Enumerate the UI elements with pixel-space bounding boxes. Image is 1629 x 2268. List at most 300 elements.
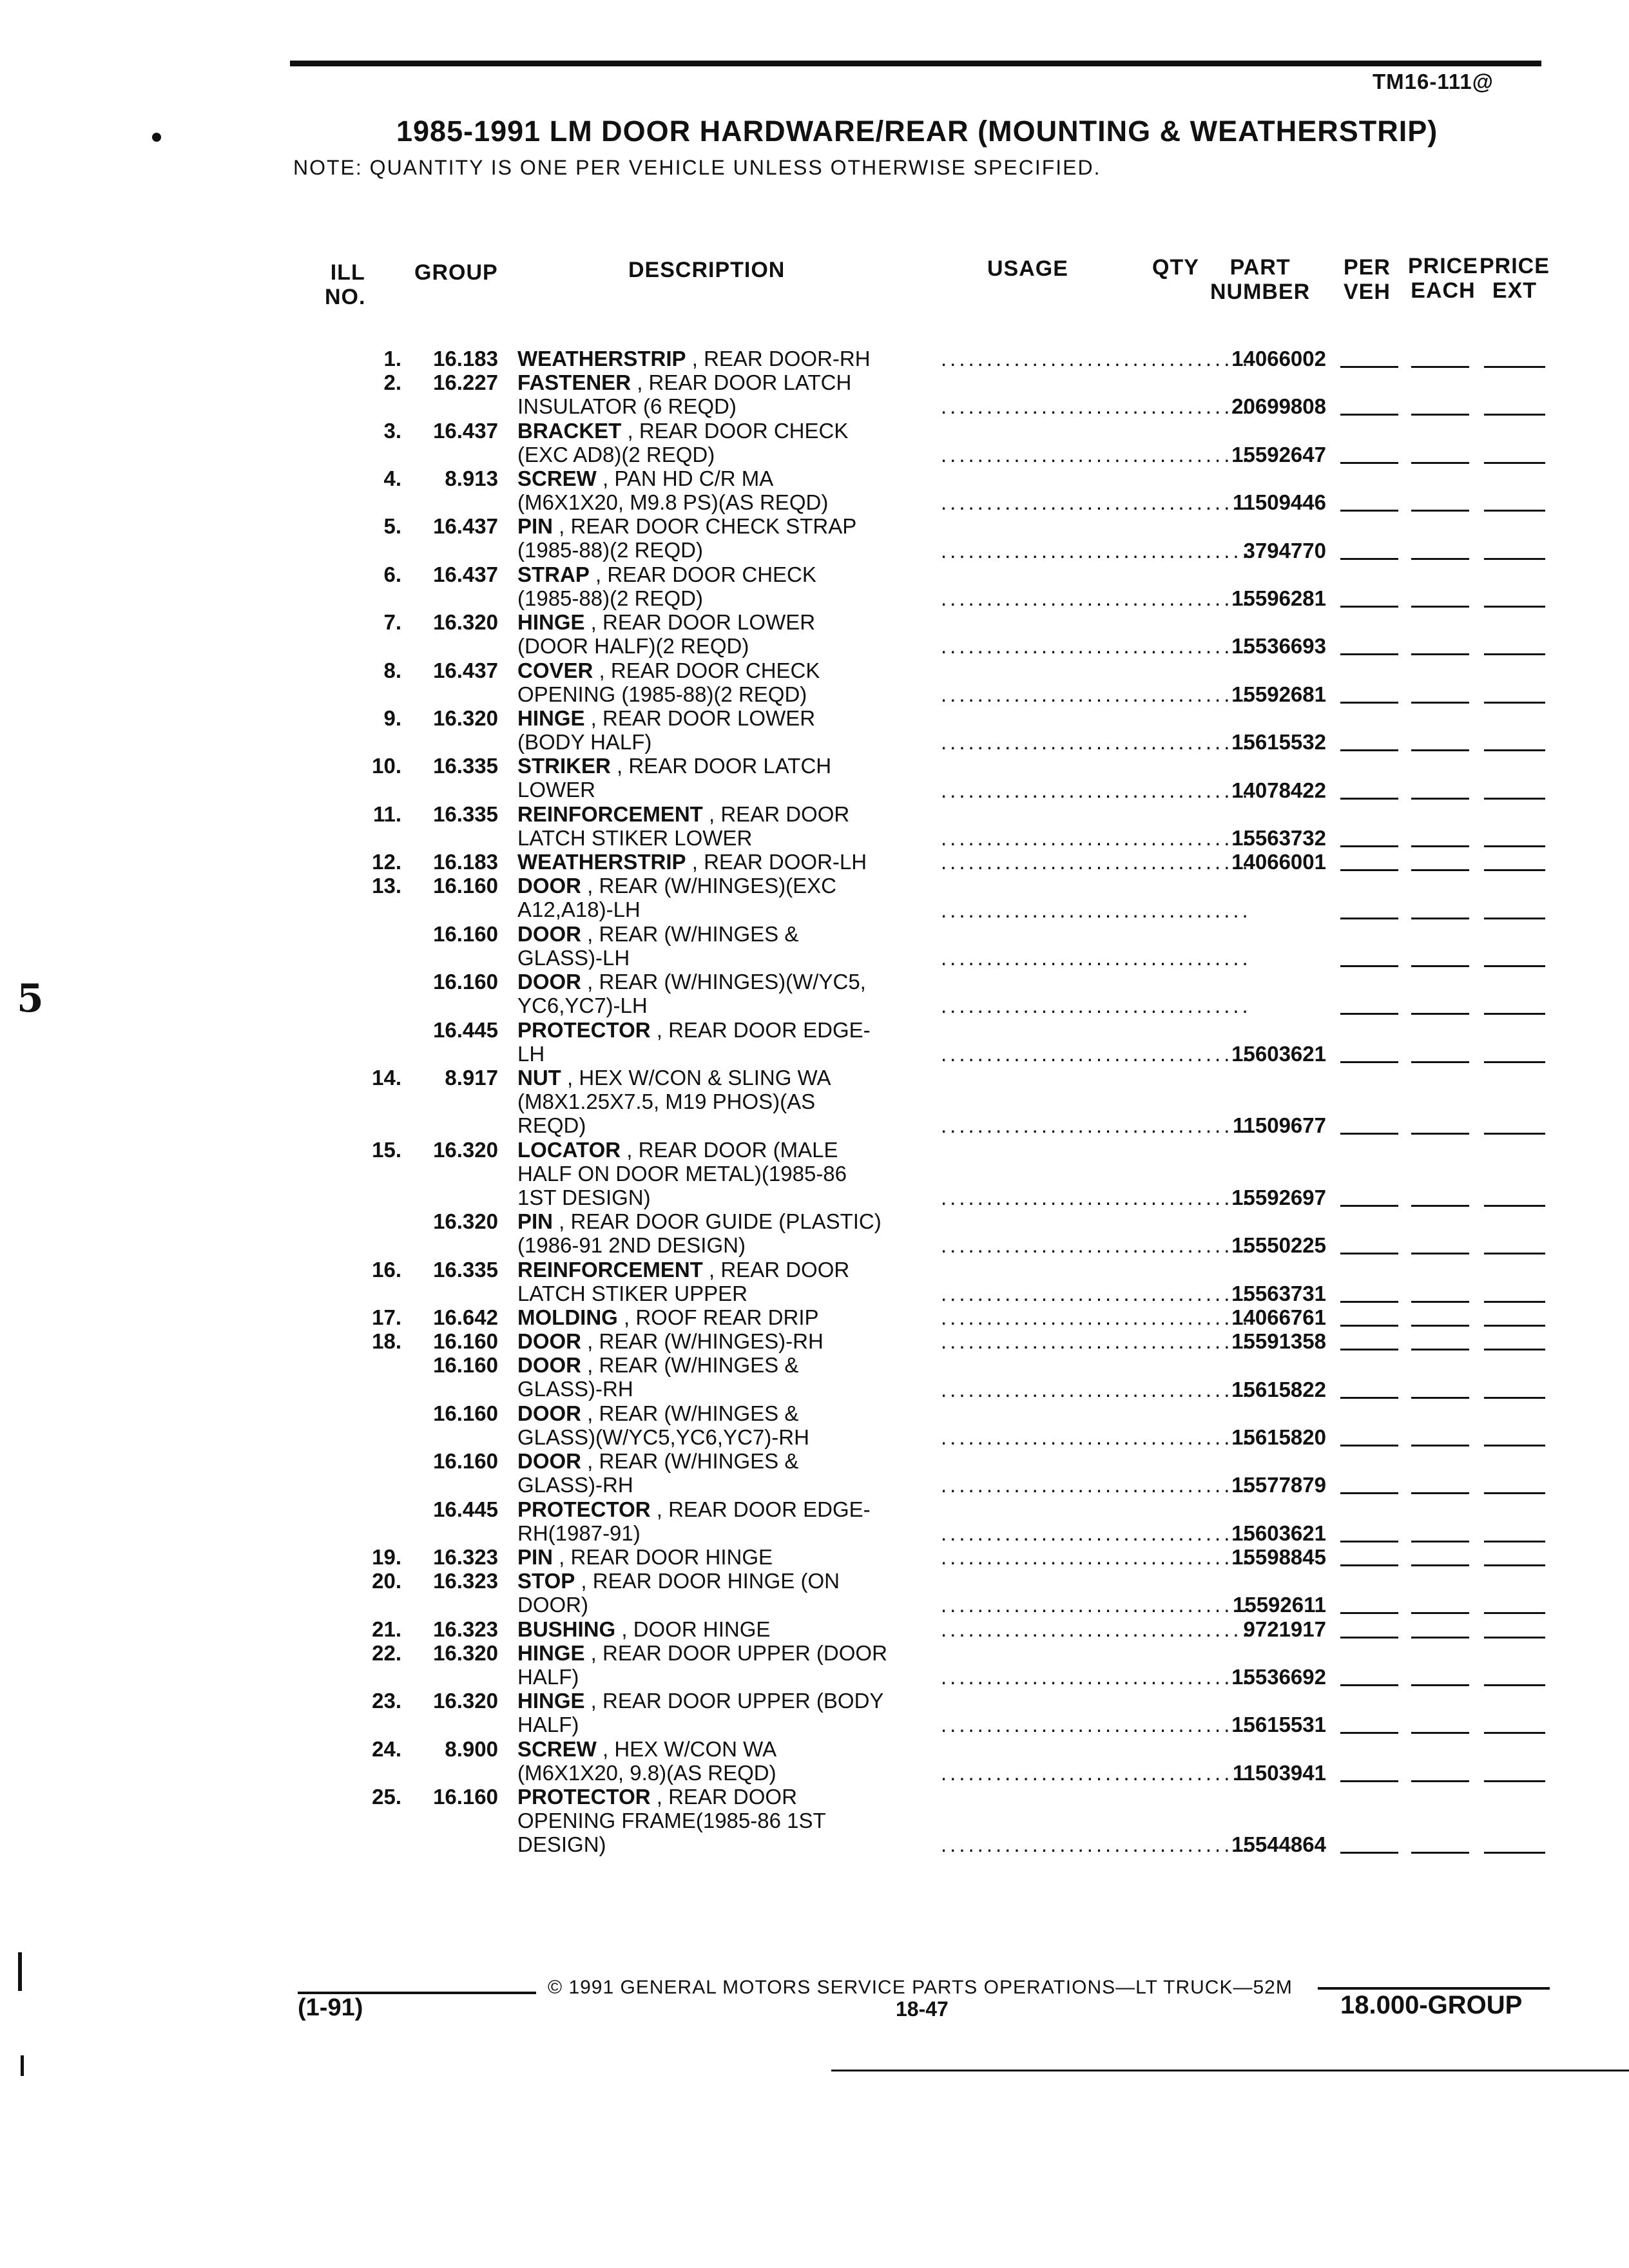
price-ext-blank — [1484, 558, 1545, 560]
part-detail-line: (M6X1X20, M9.8 PS)(AS REQD) — [517, 490, 829, 514]
part-number: 11509677 — [1232, 1113, 1326, 1138]
part-number: 15592647 — [1231, 442, 1326, 466]
part-detail-line: (1985-88)(2 REQD) — [517, 586, 703, 610]
usage-leader-dots: .................................. — [941, 347, 1251, 370]
part-name: STRIKER — [517, 754, 611, 778]
description — [517, 754, 917, 802]
part-detail-line: (1985-88)(2 REQD) — [517, 538, 703, 562]
part-detail-line: A12,A18)-LH — [517, 898, 641, 922]
table-row — [0, 1689, 1629, 1736]
group-code: 8.900 — [445, 1736, 498, 1761]
part-detail: , REAR DOOR LOWER — [584, 706, 816, 730]
part-detail-line: (DOOR HALF)(2 REQD) — [517, 634, 749, 658]
per-veh-blank — [1340, 1564, 1398, 1566]
price-ext-blank — [1484, 1564, 1545, 1566]
group-code: 16.320 — [433, 706, 498, 730]
per-veh-blank — [1340, 1349, 1398, 1350]
bottom-rule — [831, 2070, 1629, 2071]
usage-leader-dots: .................................. — [941, 1521, 1251, 1545]
part-detail-line: HALF) — [517, 1664, 579, 1689]
group-code: 16.160 — [433, 874, 498, 898]
per-veh-blank — [1340, 366, 1398, 368]
usage-leader-dots: .................................. — [941, 730, 1251, 754]
page-title: 1985-1991 LM DOOR HARDWARE/REAR (MOUNTING & WEATHERSTRIP) — [396, 115, 1438, 148]
price-each-blank — [1411, 1205, 1469, 1207]
part-detail: , REAR (W/HINGES)(W/YC5, — [581, 970, 866, 994]
price-each-blank — [1411, 1684, 1469, 1686]
description — [517, 514, 917, 562]
per-veh-blank — [1340, 1492, 1398, 1494]
ill-number: 17. — [372, 1305, 401, 1329]
price-each-blank — [1411, 1061, 1469, 1063]
part-number: 14066001 — [1231, 850, 1326, 874]
price-ext-blank — [1484, 653, 1545, 655]
part-number: 14066002 — [1231, 347, 1326, 370]
group-code: 16.160 — [433, 921, 498, 946]
price-ext-blank — [1484, 414, 1545, 416]
part-detail-line: LOWER — [517, 778, 596, 802]
part-detail: , REAR DOOR HINGE (ON — [575, 1569, 840, 1593]
group-code: 16.335 — [433, 754, 498, 778]
part-name: HINGE — [517, 610, 585, 635]
price-each-blank — [1411, 1564, 1469, 1566]
part-detail: , REAR (W/HINGES)(EXC — [581, 874, 837, 898]
group-code: 16.437 — [433, 418, 498, 443]
per-veh-blank — [1340, 510, 1398, 512]
part-name: REINFORCEMENT — [517, 1257, 703, 1282]
table-row — [0, 562, 1629, 610]
part-name: HINGE — [517, 1640, 585, 1665]
group-code: 16.160 — [433, 1449, 498, 1474]
table-row — [0, 706, 1629, 754]
part-number: 15592697 — [1231, 1185, 1326, 1209]
group-code: 16.445 — [433, 1017, 498, 1042]
price-each-blank — [1411, 1013, 1469, 1015]
per-veh-blank — [1340, 869, 1398, 871]
ill-number: 7. — [383, 610, 401, 635]
part-detail-line: RH(1987-91) — [517, 1521, 641, 1545]
group-code: 16.335 — [433, 1257, 498, 1282]
part-detail-line: LATCH STIKER UPPER — [517, 1281, 747, 1305]
per-veh-blank — [1340, 462, 1398, 464]
ill-number: 20. — [372, 1569, 401, 1593]
price-each-blank — [1411, 1325, 1469, 1327]
description — [517, 1737, 917, 1785]
price-each-blank — [1411, 1637, 1469, 1639]
part-detail: , REAR (W/HINGES & — [581, 1449, 799, 1474]
part-detail: , REAR DOOR — [650, 1785, 797, 1809]
description — [517, 347, 917, 370]
part-number: 15592611 — [1232, 1593, 1326, 1617]
per-veh-blank — [1340, 1445, 1398, 1446]
footer-rule-right — [1318, 1987, 1550, 1990]
part-name: BRACKET — [517, 418, 622, 443]
part-detail-line: GLASS)-LH — [517, 945, 630, 970]
part-name: COVER — [517, 658, 593, 682]
description — [517, 1641, 917, 1689]
per-veh-blank — [1340, 1684, 1398, 1686]
price-ext-blank — [1484, 1684, 1545, 1686]
price-each-blank — [1411, 1253, 1469, 1254]
part-name: PIN — [517, 514, 554, 539]
table-row — [0, 1617, 1629, 1641]
col-ill: ILL NO. — [325, 260, 366, 309]
col-part-number: PART NUMBER — [1210, 255, 1311, 304]
part-name: WEATHERSTRIP — [517, 347, 686, 370]
part-detail: , HEX W/CON WA — [596, 1736, 777, 1761]
usage-leader-dots: .................................. — [941, 1832, 1251, 1857]
price-each-blank — [1411, 869, 1469, 871]
usage-leader-dots: .................................. — [941, 1281, 1251, 1305]
ill-number: 11. — [372, 802, 401, 826]
table-row — [0, 347, 1629, 370]
price-ext-blank — [1484, 869, 1545, 871]
part-number: 15563732 — [1231, 825, 1326, 850]
group-code: 16.320 — [433, 1689, 498, 1713]
description — [517, 1569, 917, 1617]
part-number: 15615532 — [1231, 730, 1326, 754]
usage-leader-dots: .................................. — [941, 1545, 1251, 1569]
part-name: NUT — [517, 1066, 561, 1090]
price-ext-blank — [1484, 1852, 1545, 1854]
group-code: 16.320 — [433, 610, 498, 635]
part-number: 11509446 — [1232, 490, 1326, 515]
part-name: DOOR — [517, 921, 581, 946]
part-detail: , REAR DOOR-RH — [686, 347, 871, 370]
part-detail-line: OPENING FRAME(1985-86 1ST — [517, 1809, 826, 1832]
price-ext-blank — [1484, 1013, 1545, 1015]
description — [517, 706, 917, 754]
table-row — [0, 850, 1629, 874]
ill-number: 2. — [383, 370, 401, 395]
description — [517, 1449, 917, 1497]
col-price-ext: PRICE EXT — [1480, 254, 1550, 303]
part-number: 15544864 — [1231, 1832, 1326, 1857]
part-name: DOOR — [517, 1401, 581, 1425]
group-code: 16.323 — [433, 1545, 498, 1569]
table-row — [0, 466, 1629, 514]
part-detail: , REAR DOOR EDGE- — [650, 1017, 871, 1042]
usage-leader-dots: .................................. — [941, 850, 1251, 874]
part-number: 15596281 — [1231, 586, 1326, 610]
price-each-blank — [1411, 1133, 1469, 1135]
group-code: 16.320 — [433, 1209, 498, 1234]
price-ext-blank — [1484, 1397, 1545, 1399]
part-number: 11503941 — [1232, 1760, 1326, 1785]
table-row — [0, 610, 1629, 658]
description — [517, 610, 917, 658]
part-number: 15591358 — [1231, 1329, 1326, 1354]
description — [517, 419, 917, 466]
part-detail: , PAN HD C/R MA — [596, 466, 774, 490]
page-number: 18-47 — [896, 1997, 949, 2021]
part-name: PIN — [517, 1545, 554, 1569]
part-detail: , REAR (W/HINGES & — [581, 1353, 799, 1378]
part-number: 15550225 — [1231, 1233, 1326, 1258]
price-ext-blank — [1484, 510, 1545, 512]
ill-number: 16. — [372, 1257, 401, 1282]
description — [517, 874, 917, 921]
usage-leader-dots: .................................. — [941, 490, 1251, 515]
description — [517, 922, 917, 970]
price-each-blank — [1411, 1541, 1469, 1542]
part-number: 15615820 — [1231, 1425, 1326, 1449]
quantity-note: NOTE: QUANTITY IS ONE PER VEHICLE UNLESS OTHERWISE SPECIFIED. — [293, 156, 1101, 179]
usage-leader-dots: .................................. — [941, 1113, 1251, 1138]
description — [517, 850, 917, 874]
price-ext-blank — [1484, 918, 1545, 919]
price-ext-blank — [1484, 1732, 1545, 1734]
part-detail-line: LH — [517, 1041, 545, 1066]
price-ext-blank — [1484, 462, 1545, 464]
part-name: LOCATOR — [517, 1137, 621, 1162]
part-name: SCREW — [517, 1736, 597, 1761]
price-ext-blank — [1484, 1780, 1545, 1782]
table-row — [0, 754, 1629, 802]
description — [517, 466, 917, 514]
part-detail-line: HALF ON DOOR METAL)(1985-86 — [517, 1161, 847, 1186]
table-row — [0, 1353, 1629, 1401]
ill-number: 19. — [372, 1545, 401, 1569]
part-detail-line: HALF) — [517, 1713, 579, 1737]
usage-leader-dots: .................................. — [941, 442, 1251, 466]
per-veh-blank — [1340, 1013, 1398, 1015]
part-detail: , ROOF REAR DRIP — [617, 1305, 819, 1329]
table-row — [0, 1401, 1629, 1449]
table-row — [0, 1258, 1629, 1305]
price-each-blank — [1411, 1397, 1469, 1399]
group-code: 16.160 — [433, 1353, 498, 1378]
table-row — [0, 370, 1629, 418]
part-detail-line: (M8X1.25X7.5, M19 PHOS)(AS — [517, 1090, 816, 1113]
part-name: FASTENER — [517, 370, 631, 395]
group-code: 16.437 — [433, 658, 498, 682]
price-ext-blank — [1484, 1133, 1545, 1135]
per-veh-blank — [1340, 653, 1398, 655]
part-detail-line: (EXC AD8)(2 REQD) — [517, 442, 715, 466]
table-row — [0, 1449, 1629, 1497]
part-detail: , REAR DOOR LATCH — [631, 370, 852, 395]
ill-number: 8. — [383, 658, 401, 682]
price-each-blank — [1411, 1445, 1469, 1446]
description — [517, 1785, 917, 1856]
per-veh-blank — [1340, 1061, 1398, 1063]
price-each-blank — [1411, 510, 1469, 512]
top-rule — [290, 61, 1541, 66]
per-veh-blank — [1340, 1637, 1398, 1639]
ill-number: 13. — [372, 874, 401, 898]
part-name: DOOR — [517, 970, 581, 994]
part-detail-line: DOOR) — [517, 1593, 588, 1617]
per-veh-blank — [1340, 1325, 1398, 1327]
group-code: 16.160 — [433, 970, 498, 994]
col-group: GROUP — [414, 260, 498, 285]
ill-number: 23. — [372, 1689, 401, 1713]
usage-leader-dots: .................................. — [941, 1664, 1251, 1689]
ill-number: 18. — [372, 1329, 401, 1354]
per-veh-blank — [1340, 798, 1398, 800]
price-each-blank — [1411, 845, 1469, 847]
price-ext-blank — [1484, 1205, 1545, 1207]
part-number: 15598845 — [1231, 1545, 1326, 1569]
usage-leader-dots: .................................. — [941, 1617, 1251, 1641]
part-detail: , REAR DOOR CHECK — [589, 562, 816, 586]
description — [517, 1545, 917, 1569]
part-name: BUSHING — [517, 1617, 616, 1641]
part-detail-line: GLASS)-RH — [517, 1473, 633, 1497]
table-row — [0, 1305, 1629, 1329]
usage-leader-dots: .................................. — [941, 394, 1251, 419]
usage-leader-dots: .................................. — [941, 1305, 1251, 1329]
description — [517, 1689, 917, 1736]
per-veh-blank — [1340, 606, 1398, 608]
margin-stroke-a — [18, 1952, 22, 1991]
per-veh-blank — [1340, 1732, 1398, 1734]
per-veh-blank — [1340, 1852, 1398, 1854]
part-detail-line: (BODY HALF) — [517, 730, 652, 754]
price-ext-blank — [1484, 702, 1545, 704]
part-detail: , REAR DOOR CHECK — [621, 418, 849, 443]
table-row — [0, 1209, 1629, 1257]
group-code: 16.320 — [433, 1137, 498, 1162]
description — [517, 1353, 917, 1401]
price-ext-blank — [1484, 1492, 1545, 1494]
description — [517, 1258, 917, 1305]
price-each-blank — [1411, 965, 1469, 967]
part-number: 15577879 — [1231, 1473, 1326, 1497]
usage-leader-dots: .................................. — [941, 682, 1251, 706]
col-per-veh: PER VEH — [1344, 255, 1391, 304]
group-code: 16.183 — [433, 347, 498, 370]
price-ext-blank — [1484, 1349, 1545, 1350]
usage-leader-dots: .................................. — [941, 538, 1251, 562]
part-detail: , REAR (W/HINGES)-RH — [581, 1329, 824, 1354]
price-ext-blank — [1484, 798, 1545, 800]
price-each-blank — [1411, 1301, 1469, 1303]
description — [517, 1209, 917, 1257]
part-detail: , REAR DOOR LATCH — [610, 754, 832, 778]
part-detail: , REAR DOOR (MALE — [621, 1137, 838, 1162]
part-detail-line: 1ST DESIGN) — [517, 1185, 651, 1209]
description — [517, 1018, 917, 1066]
part-detail: , REAR DOOR CHECK STRAP — [553, 514, 857, 539]
price-each-blank — [1411, 1732, 1469, 1734]
ill-number: 12. — [372, 850, 401, 874]
part-name: DOOR — [517, 1329, 581, 1354]
group-code: 16.160 — [433, 1329, 498, 1354]
ill-number: 14. — [372, 1066, 401, 1090]
description — [517, 802, 917, 850]
part-name: WEATHERSTRIP — [517, 850, 686, 874]
group-code: 16.323 — [433, 1617, 498, 1641]
footer-group: 18.000-GROUP — [1340, 1991, 1523, 2019]
usage-leader-dots: .................................. — [941, 1185, 1251, 1209]
table-row — [0, 1497, 1629, 1545]
doc-code: TM16-111@ — [1373, 70, 1494, 93]
copyright-line: © 1991 GENERAL MOTORS SERVICE PARTS OPERATIONS—LT TRUCK—52M — [548, 1977, 1293, 1998]
part-detail-line: REQD) — [517, 1113, 586, 1137]
col-price-each: PRICE EACH — [1408, 254, 1478, 303]
per-veh-blank — [1340, 414, 1398, 416]
table-row — [0, 1066, 1629, 1138]
description — [517, 658, 917, 706]
usage-leader-dots: .................................. — [941, 778, 1251, 802]
part-number: 15592681 — [1231, 682, 1326, 706]
part-detail-line: (1986-91 2ND DESIGN) — [517, 1233, 746, 1258]
part-detail: , REAR DOOR EDGE- — [650, 1497, 871, 1521]
usage-leader-dots: .................................. — [941, 825, 1251, 850]
part-number: 15603621 — [1231, 1041, 1326, 1066]
group-code: 16.320 — [433, 1640, 498, 1665]
price-each-blank — [1411, 918, 1469, 919]
margin-stroke-b — [21, 2055, 24, 2076]
part-name: HINGE — [517, 1689, 585, 1713]
part-number: 20699808 — [1231, 394, 1326, 419]
table-row — [0, 1569, 1629, 1617]
price-ext-blank — [1484, 845, 1545, 847]
part-detail: , REAR DOOR LOWER — [584, 610, 816, 635]
footer-date: (1-91) — [298, 1994, 363, 2021]
price-ext-blank — [1484, 606, 1545, 608]
price-ext-blank — [1484, 1612, 1545, 1614]
group-code: 16.160 — [433, 1785, 498, 1809]
per-veh-blank — [1340, 1133, 1398, 1135]
table-row — [0, 419, 1629, 466]
part-detail-line: (M6X1X20, 9.8)(AS REQD) — [517, 1760, 776, 1785]
part-name: STRAP — [517, 562, 590, 586]
per-veh-blank — [1340, 1253, 1398, 1254]
part-number: 15615822 — [1231, 1377, 1326, 1401]
usage-leader-dots: .................................. — [941, 1329, 1251, 1354]
table-row — [0, 1018, 1629, 1066]
group-code: 16.227 — [433, 370, 498, 395]
per-veh-blank — [1340, 845, 1398, 847]
price-ext-blank — [1484, 1541, 1545, 1542]
part-detail: , REAR DOOR CHECK — [593, 658, 820, 682]
description — [517, 562, 917, 610]
part-number: 15615531 — [1231, 1713, 1326, 1737]
part-detail-line: YC6,YC7)-LH — [517, 994, 648, 1018]
ill-number: 4. — [383, 466, 401, 490]
part-number: 14066761 — [1231, 1305, 1326, 1329]
table-row — [0, 1545, 1629, 1569]
price-each-blank — [1411, 558, 1469, 560]
usage-leader-dots: .................................. — [941, 1593, 1251, 1617]
price-each-blank — [1411, 366, 1469, 368]
group-code: 16.445 — [433, 1497, 498, 1521]
usage-leader-dots: .................................. — [941, 1377, 1251, 1401]
group-code: 16.642 — [433, 1305, 498, 1329]
part-name: SCREW — [517, 466, 597, 490]
usage-leader-dots: .................................. — [941, 1425, 1251, 1449]
table-row — [0, 1329, 1629, 1353]
usage-leader-dots: .................................. — [941, 898, 1251, 922]
ill-number: 22. — [372, 1640, 401, 1665]
part-name: DOOR — [517, 1353, 581, 1378]
price-each-blank — [1411, 1852, 1469, 1854]
price-ext-blank — [1484, 1061, 1545, 1063]
part-detail: , HEX W/CON & SLING WA — [561, 1066, 831, 1090]
description — [517, 1138, 917, 1209]
part-name: MOLDING — [517, 1305, 618, 1329]
table-row — [0, 970, 1629, 1017]
part-detail: , REAR DOOR HINGE — [553, 1545, 773, 1569]
part-detail-line: GLASS)(W/YC5,YC6,YC7)-RH — [517, 1425, 809, 1449]
group-code: 16.160 — [433, 1401, 498, 1425]
price-ext-blank — [1484, 366, 1545, 368]
ill-number: 5. — [383, 514, 401, 539]
usage-leader-dots: .................................. — [941, 1713, 1251, 1737]
